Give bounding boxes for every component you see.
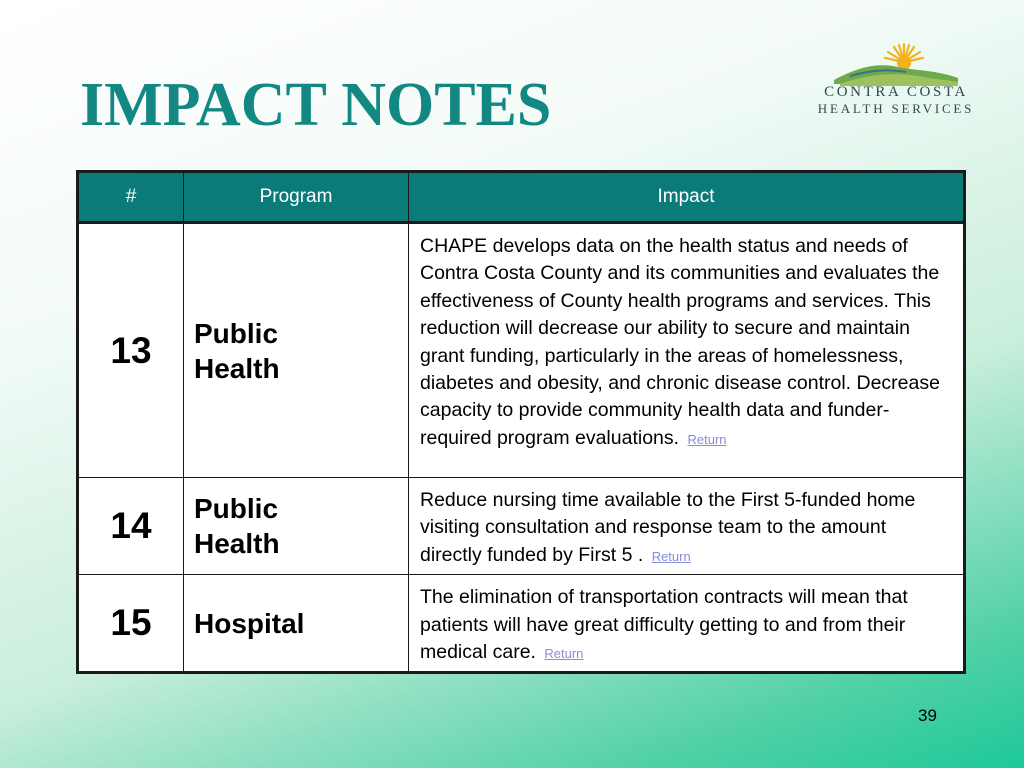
slide-title: IMPACT NOTES <box>80 71 552 139</box>
row-number: 13 <box>78 223 184 478</box>
row-program <box>184 478 409 575</box>
program-line: Hospital <box>194 607 305 639</box>
program-line: Health <box>194 352 280 384</box>
column-header-program: Program <box>184 172 409 223</box>
contra-costa-logo <box>816 40 976 120</box>
table-row <box>78 223 965 478</box>
column-header-number: # <box>78 172 184 223</box>
impact-table <box>76 170 966 674</box>
program-line: Public <box>194 493 279 525</box>
table-header-row <box>78 172 965 223</box>
program-line: Public <box>194 317 279 349</box>
return-link[interactable]: Return <box>544 646 584 662</box>
logo-text-line2: HEALTH SERVICES <box>817 101 975 116</box>
program-line: Health <box>194 528 280 560</box>
table-row <box>78 478 965 575</box>
page-number: 39 <box>918 706 937 725</box>
column-header-impact: Impact <box>409 172 965 223</box>
impact-text: Reduce nursing time available to the First 5-funded home visiting consultation and response team to the amount directly funded by First 5 . <box>420 489 916 566</box>
row-impact <box>409 575 965 673</box>
row-impact <box>409 223 965 478</box>
row-number: 14 <box>78 478 184 575</box>
return-link[interactable]: Return <box>687 431 727 447</box>
impact-text: The elimination of transportation contracts will mean that patients will have great difficulty getting to and from their medical care. <box>420 586 908 664</box>
return-link[interactable]: Return <box>651 548 691 564</box>
row-program <box>184 223 409 478</box>
row-program <box>184 575 409 673</box>
logo-text-line1: CONTRA COSTA <box>824 84 968 100</box>
impact-text: CHAPE develops data on the health status and needs of Contra Costa County and its communities and evaluates the effectiveness of County health programs and services. This reduction will decrease our ability to secure and maintain grant funding, particularly in the areas of homelessness, diabetes and obesity, and chronic disease control. Decrease capacity to provide community health data and funder-required program evaluations. <box>420 235 940 449</box>
table-row <box>78 575 965 673</box>
sun-hills-logo-icon <box>832 40 960 86</box>
row-impact <box>409 478 965 575</box>
row-number: 15 <box>78 575 184 673</box>
